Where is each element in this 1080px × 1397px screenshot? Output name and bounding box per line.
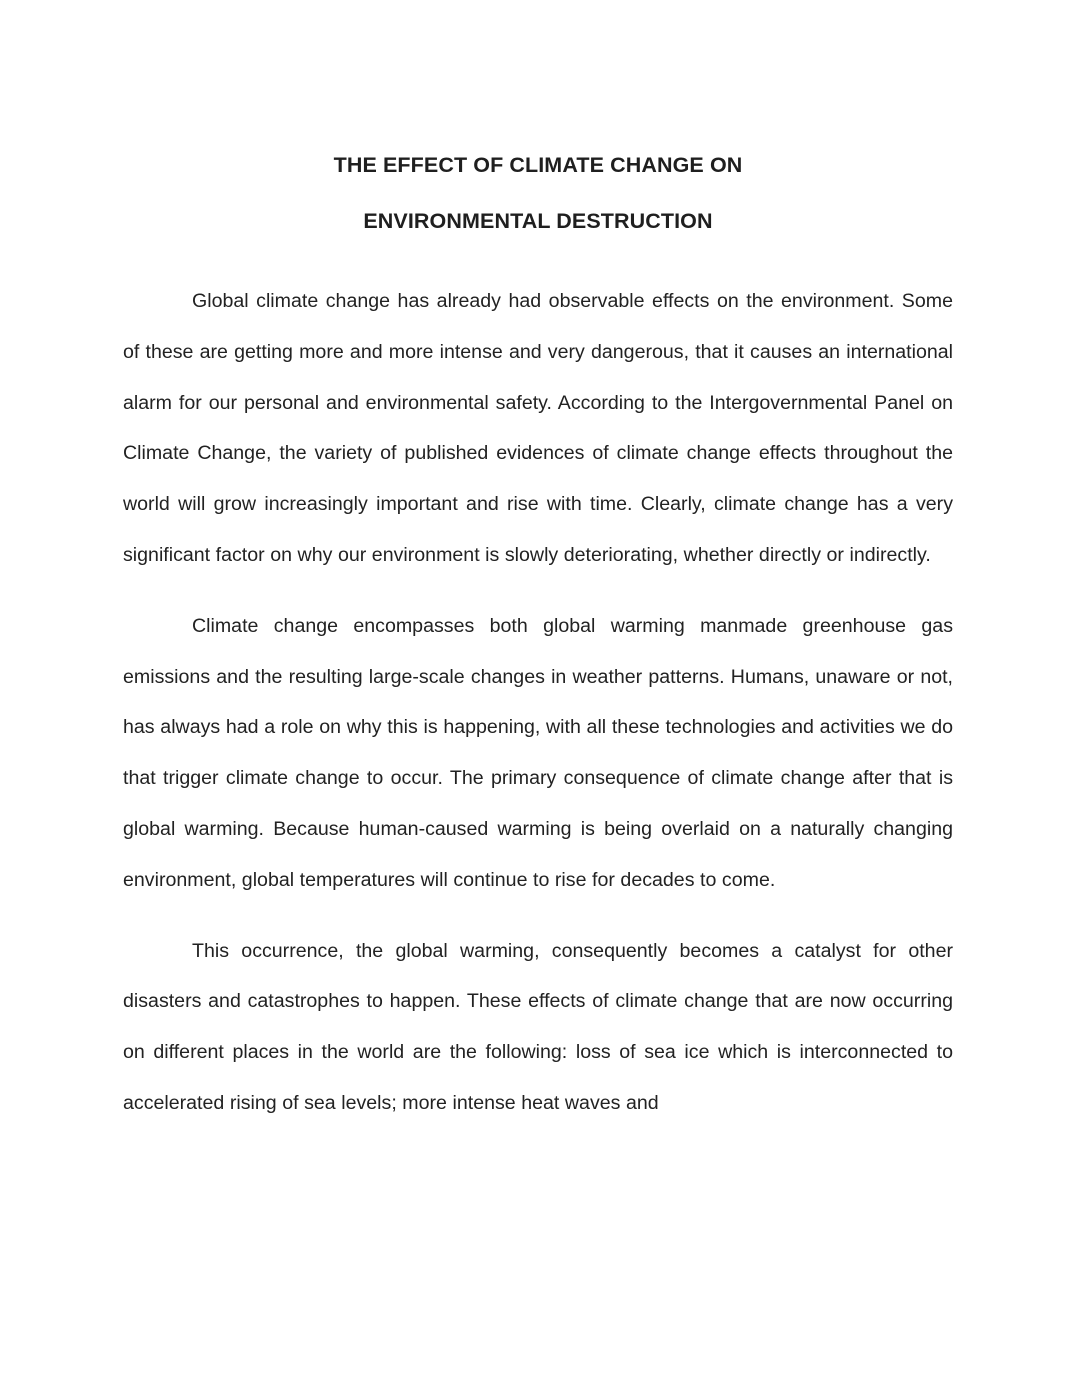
- document-paragraph-2: Climate change encompasses both global warming manmade greenhouse gas emissions and the resulting large-scale changes in weather patterns. Humans, unaware or not, has always had a role on why this is happening, with all these technologies and activities we do that trigger climate change to occur. The primary consequence of climate change after that is global warming. Because human-caused warming is being overlaid on a naturally changing environment, global temperatures will continue to rise for decades to come.: [123, 614, 953, 891]
- document-paragraph-1: Global climate change has already had observable effects on the environment. Some of these are getting more and more intense and very dangerous, that it causes an international alarm for our personal and environmental safety. According to the Intergovernmental Panel on Climate Change, the variety of published evidences of climate change effects throughout the world will grow increasingly important and rise with time. Clearly, climate change has a very significant factor on why our environment is slowly deteriorating, whether directly or indirectly.: [123, 290, 953, 566]
- document-text-column: [123, 0, 953, 1129]
- document-title-line-1: THE EFFECT OF CLIMATE CHANGE ON: [333, 153, 743, 177]
- document-title-line-2: ENVIRONMENTAL DESTRUCTION: [363, 209, 713, 233]
- document-paragraph-3: This occurrence, the global warming, consequently becomes a catalyst for other disasters and catastrophes to happen. These effects of climate change that are now occurring on different places in the world are the following: loss of sea ice which is interconnected to accelerated rising of sea levels; more intense heat waves and: [123, 939, 953, 1114]
- document-title-block: [123, 0, 953, 249]
- document-body: [123, 249, 953, 1129]
